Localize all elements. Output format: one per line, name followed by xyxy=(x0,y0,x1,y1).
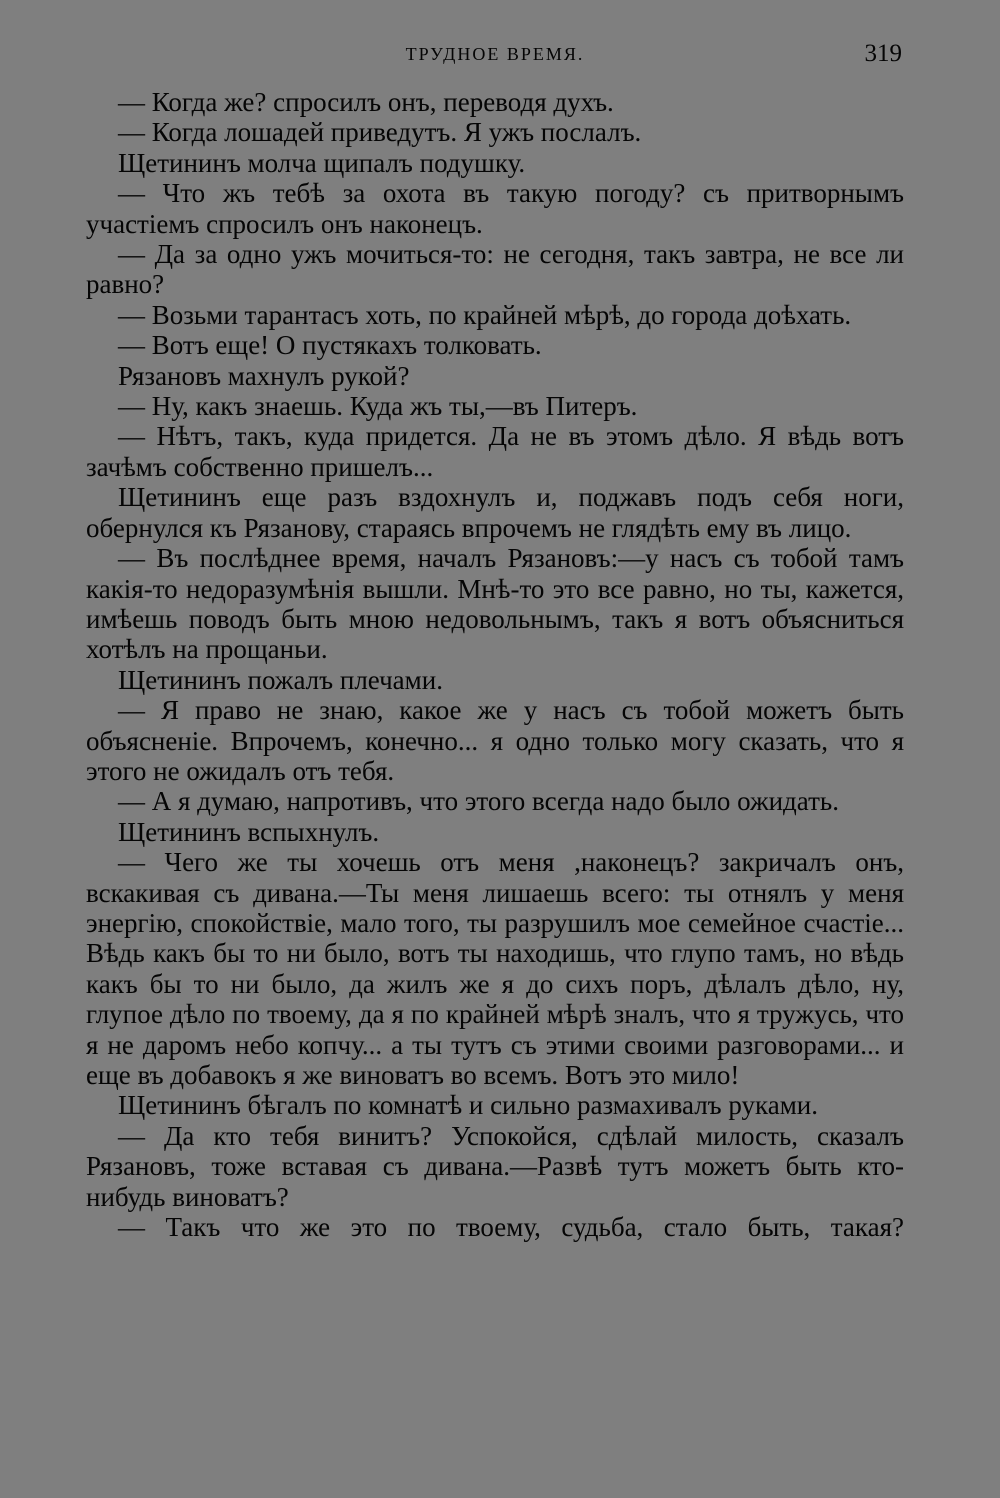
paragraph: — Я право не знаю, какое же у насъ съ тобой можетъ быть объясненіе. Впрочемъ, конечно... я одно только могу сказать, что я этого не ожидалъ отъ тебя. xyxy=(86,695,904,786)
paragraph: Щетининъ молча щипалъ подушку. xyxy=(118,147,526,178)
paragraph: — Возьми тарантасъ хоть, по крайней мѣрѣ, до города доѣхать. xyxy=(118,299,852,330)
paragraph: Щетининъ пожалъ плечами. xyxy=(118,664,443,695)
paragraph: — Когда же? спросилъ онъ, переводя духъ. xyxy=(118,87,614,117)
paragraph: Щетининъ вспыхнулъ. xyxy=(118,816,380,847)
paragraph: — А я думаю, напротивъ, что этого всегда надо было ожидать. xyxy=(118,786,839,817)
paragraph: — Да за одно ужъ мочиться-то: не сегодня, такъ завтра, не все ли равно? xyxy=(86,239,904,300)
paragraph: Щетининъ еще разъ вздохнулъ и, поджавъ подъ себя ноги, обернулся къ Рязанову, стараясь впрочемъ не глядѣть ему въ лицо. xyxy=(86,482,904,543)
paragraph: Рязановъ махнулъ рукой? xyxy=(118,360,410,391)
paragraph: — Нѣтъ, такъ, куда придется. Да не въ этомъ дѣло. Я вѣдь вотъ зачѣмъ собственно пришелъ... xyxy=(86,421,904,482)
paragraph: Щетининъ бѣгалъ по комнатѣ и сильно размахивалъ руками. xyxy=(118,1090,819,1121)
paragraph: — Чего же ты хочешь отъ меня ,наконецъ? закричалъ онъ, вскакивая съ дивана.—Ты меня лишаешь всего: ты отнялъ у меня энергію, спокойствіе, мало того, ты разрушилъ мое семейное счастіе... Вѣдь какъ бы то ни было, вотъ ты находишь, что глупо тамъ, но вѣдь какъ бы то ни было, да жилъ же я до сихъ поръ, дѣлалъ дѣло, ну, глупое дѣло по твоему, да я по крайней мѣрѣ зналъ, что я тружусь, что я не даромъ небо копчу... а ты тутъ съ этими своими разговорами... и еще въ добавокъ я же виноватъ во всемъ. Вотъ это мило! xyxy=(86,847,904,1090)
paragraph: — Что жъ тебѣ за охота въ такую погоду? съ притворнымъ участіемъ спросилъ онъ наконецъ. xyxy=(86,178,904,239)
paragraph: — Въ послѣднее время, началъ Рязановъ:—у насъ съ тобой тамъ какія-то недоразумѣнія вышли. Мнѣ-то это все равно, но ты, кажется, имѣешь поводъ быть мною недовольнымъ, такъ я вотъ объясниться хотѣлъ на прощаньи. xyxy=(86,543,904,665)
paragraph: — Да кто тебя винитъ? Успокойся, сдѣлай милость, сказалъ Рязановъ, тоже вставая съ дивана.—Развѣ тутъ можетъ быть кто-нибудь виноватъ? xyxy=(86,1120,904,1212)
paragraph: — Когда лошадей приведутъ. Я ужъ послалъ. xyxy=(118,117,642,148)
page-header xyxy=(86,40,904,74)
paragraph: — Такъ что же это по твоему, судьба, стало быть, такая? xyxy=(118,1212,904,1243)
body-text xyxy=(86,87,904,1242)
paragraph: — Вотъ еще! О пустякахъ толковать. xyxy=(118,330,542,361)
running-title: ТРУДНОЕ ВРЕМЯ. xyxy=(405,44,585,64)
page-number: 319 xyxy=(864,40,902,67)
paragraph: — Ну, какъ знаешь. Куда жъ ты,—въ Питеръ. xyxy=(118,391,638,422)
